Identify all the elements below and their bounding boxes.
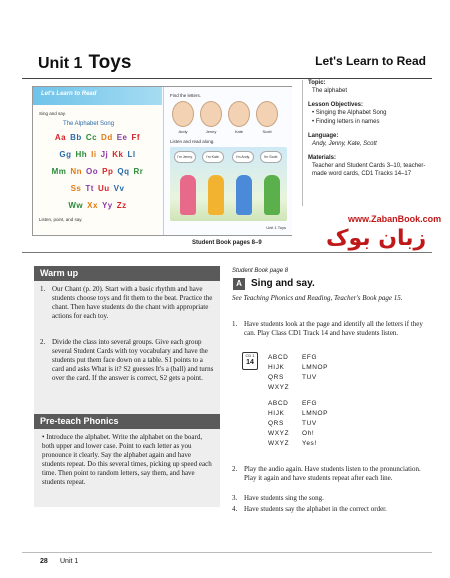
lyric-line <box>268 430 315 438</box>
book-listen-label: Listen and read along. <box>170 139 215 144</box>
list-item: Have students look at the page and identify all the letters if they can. Play Class CD1 Track 14 and have students listen. <box>244 320 423 337</box>
list-number: 4. <box>232 505 238 513</box>
section-divider <box>22 252 432 253</box>
lyric-part: EFG <box>302 400 318 407</box>
illustration-scene <box>170 147 287 221</box>
objectives-heading: Lesson Objectives: <box>308 102 364 108</box>
list-number: 1. <box>232 320 238 328</box>
language-heading: Language: <box>308 133 339 139</box>
footer-unit: Unit 1 <box>60 558 79 565</box>
letter-pair: Ss <box>70 184 82 193</box>
letter-pair: Pp <box>102 167 114 176</box>
section-badge: A <box>233 278 245 290</box>
letter-pair: Ff <box>131 133 141 142</box>
lyric-part: HIJK <box>268 364 285 371</box>
lyric-part: HIJK <box>268 410 285 417</box>
avatar <box>172 101 194 127</box>
letter-row <box>33 184 162 193</box>
character-name: Kate <box>234 129 244 134</box>
lyric-part: EFG <box>302 354 318 361</box>
letter-pair: Dd <box>101 133 113 142</box>
letter-pair: Bb <box>70 133 82 142</box>
book-banner-text: Let's Learn to Read <box>41 91 97 97</box>
list-item: Our Chant (p. 20). Start with a basic rhythm and have students choose toys and fit them to the beat. Practice the chant. Then have students do the chant with appropriate actions for each toy. <box>52 285 213 320</box>
list-number: 2. <box>232 465 238 473</box>
lyric-part: WXYZ <box>268 440 290 447</box>
speech-bubble: I'm Andy. <box>232 151 254 163</box>
student-book-caption: Student Book pages 8–9 <box>192 240 262 246</box>
unit-header <box>22 44 432 80</box>
letter-pair: Rr <box>133 167 144 176</box>
speech-bubble: I'm Jenny. <box>174 151 196 163</box>
reference-text: See Teaching Phonics and Reading, Teacher's Book page 15. <box>232 294 403 302</box>
lesson-info <box>302 80 434 178</box>
student-book-left-page <box>33 87 162 235</box>
topic-heading: Topic: <box>308 80 326 86</box>
child-figure <box>236 175 252 215</box>
objective-item: • Singing the Alphabet Song <box>312 110 387 116</box>
list-number: 3. <box>232 494 238 502</box>
unit-label: Unit 1 <box>38 55 83 72</box>
lyric-part: WXYZ <box>268 384 290 391</box>
lyric-line <box>268 410 329 418</box>
cd-track-number: 14 <box>246 359 254 366</box>
student-book-right-page <box>163 87 292 235</box>
lyric-part: LMNOP <box>302 410 329 417</box>
letter-pair: Yy <box>101 201 113 210</box>
letter-pair: Nn <box>70 167 83 176</box>
character-name: Andy <box>178 129 188 134</box>
character-name: Jenny <box>205 129 217 134</box>
language-value: Andy, Jenny, Kate, Scott <box>312 141 377 147</box>
lyric-line <box>268 374 317 382</box>
cd-track-badge <box>242 352 258 370</box>
lyric-part: Oh! <box>302 430 315 437</box>
lyric-part: TUV <box>302 420 317 427</box>
lyric-line <box>268 384 289 392</box>
objective-item: • Finding letters in names <box>312 119 380 125</box>
warmup-heading: Warm up <box>34 266 220 281</box>
child-figure <box>264 175 280 215</box>
letter-pair: Ll <box>127 150 136 159</box>
letter-pair: Mm <box>51 167 67 176</box>
lyric-line <box>268 354 318 362</box>
letter-pair: Vv <box>113 184 125 193</box>
lesson-title: Let's Learn to Read <box>315 54 426 68</box>
avatar <box>200 101 222 127</box>
speech-bubble: I'm Scott. <box>260 151 282 163</box>
preteach-text: • Introduce the alphabet. Write the alphabet on the board, both upper and lower case. Point to each letter as you pronounce it clearly. Say the alphabet again and have students repeat. Do this several times, picking up speed each time. Then point to random letters, say them, and have students repeat. <box>42 433 212 486</box>
lyric-part: QRS <box>268 374 284 381</box>
letter-pair: Jj <box>100 150 109 159</box>
letter-pair: Qq <box>117 167 130 176</box>
letter-pair: Xx <box>87 201 98 210</box>
page-number: 28 <box>40 558 48 565</box>
letter-pair: Aa <box>54 133 67 142</box>
letter-pair: Oo <box>86 167 99 176</box>
student-book-page-ref: Student Book page 8 <box>232 268 289 274</box>
letter-pair: Ii <box>91 150 97 159</box>
book-song-title: The Alphabet Song <box>63 121 115 127</box>
letter-pair: Gg <box>59 150 72 159</box>
letter-row <box>33 133 162 142</box>
footer-divider <box>22 552 432 553</box>
book-song-label: Sing and say. <box>39 111 66 116</box>
materials-value: Teacher and Student Cards 3–10, teacher-made word cards, CD1 Tracks 14–17 <box>312 163 426 177</box>
header-divider <box>22 78 432 79</box>
list-item: Have students say the alphabet in the correct order. <box>244 505 387 513</box>
letter-pair: Uu <box>97 184 110 193</box>
lyric-part: LMNOP <box>302 364 329 371</box>
list-item: Have students sing the song. <box>244 494 324 502</box>
letter-pair: Tt <box>85 184 94 193</box>
avatar <box>256 101 278 127</box>
book-banner <box>33 87 162 105</box>
letter-pair: Hh <box>75 150 88 159</box>
list-number: 1. <box>40 285 46 293</box>
student-book-thumbnail <box>32 86 292 236</box>
lyric-part: ABCD <box>268 400 289 407</box>
preteach-heading: Pre-teach Phonics <box>34 414 220 429</box>
lyric-part: Yes! <box>302 440 317 447</box>
list-number: 2. <box>40 338 46 346</box>
section-title: Sing and say. <box>251 278 315 289</box>
letter-pair: Cc <box>85 133 98 142</box>
book-right-footer: Unit 1 Toys <box>266 225 286 230</box>
list-item: Play the audio again. Have students listen to the pronunciation. Play it again and have students repeat after each line. <box>244 465 421 482</box>
book-left-footer: Listen, point, and say. <box>39 217 83 222</box>
avatar <box>228 101 250 127</box>
lyric-part: QRS <box>268 420 284 427</box>
watermark-logo: زبان بوک <box>326 226 427 251</box>
book-find-label: Find the letters. <box>170 93 202 98</box>
letter-pair: Zz <box>116 201 127 210</box>
character-name: Scott <box>262 129 272 134</box>
child-figure <box>208 175 224 215</box>
lyric-line <box>268 400 318 408</box>
letter-row <box>33 201 162 210</box>
child-figure <box>180 175 196 215</box>
lyric-part: ABCD <box>268 354 289 361</box>
letter-pair: Ww <box>68 201 84 210</box>
lyric-part: TUV <box>302 374 317 381</box>
speech-bubble: I'm Kate. <box>202 151 224 163</box>
unit-name: Toys <box>88 52 132 73</box>
cd-label: CD 1 <box>245 353 255 358</box>
lyric-line <box>268 420 317 428</box>
letter-row <box>33 167 162 176</box>
topic-value: The alphabet <box>312 88 348 94</box>
lyric-line <box>268 440 317 448</box>
watermark-url: www.ZabanBook.com <box>348 214 442 224</box>
unit-title <box>38 52 131 74</box>
letter-row <box>33 150 162 159</box>
letter-pair: Kk <box>112 150 124 159</box>
lyric-part: WXYZ <box>268 430 290 437</box>
lyric-line <box>268 364 329 372</box>
list-item: Divide the class into several groups. Give each group several Student Cards with toy vocabulary and have the students put them face down on a table. S1 points to a card and asks What is it? S2 guesses It's a (ball) and turns over the card. If the answer is correct, S2 gets a point. <box>52 338 214 382</box>
letter-pair: Ee <box>116 133 128 142</box>
materials-heading: Materials: <box>308 155 337 161</box>
